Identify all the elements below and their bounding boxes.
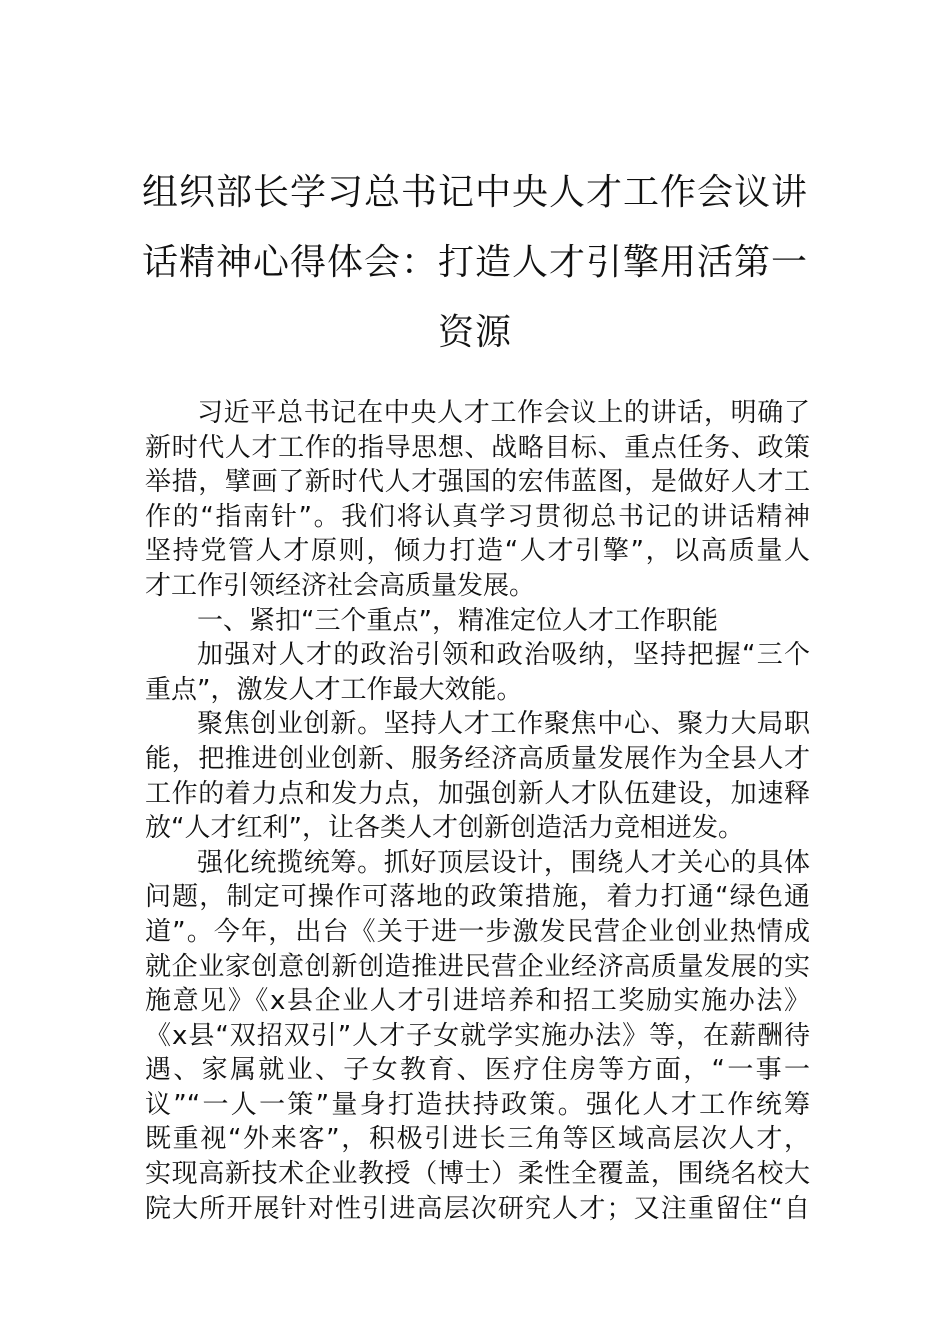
title-line: 资源 — [437, 312, 512, 353]
body-line: 放“人才红利”，让各类人才创新创造活力竞相迸发。 — [145, 813, 744, 844]
body-line: 加强对人才的政治引领和政治吸纳，坚持把握“三个 — [197, 640, 810, 671]
body-line: 问题，制定可操作可落地的政策措施，着力打通“绿色通 — [145, 882, 810, 913]
body-line: 新时代人才工作的指导思想、战略目标、重点任务、政策 — [145, 432, 810, 463]
section-heading: 一、紧扣“三个重点”，精准定位人才工作职能 — [197, 605, 718, 636]
body-line: 院大所开展针对性引进高层次研究人才；又注重留住“自 — [145, 1193, 810, 1224]
body-line: 议”“一人一策”量身打造扶持政策。强化人才工作统筹 — [145, 1089, 810, 1120]
body-line: 工作的着力点和发力点，加强创新人才队伍建设，加速释 — [145, 778, 810, 809]
body-line: 能，把推进创业创新、服务经济高质量发展作为全县人才 — [145, 743, 810, 774]
body-line: 道”。今年，出台《关于进一步激发民营企业创业热情成 — [145, 916, 810, 947]
body-line: 就企业家创意创新创造推进民营企业经济高质量发展的实 — [145, 951, 810, 982]
document-title — [140, 158, 810, 368]
document-body — [145, 396, 810, 1226]
body-line: 实现高新技术企业教授（博士）柔性全覆盖，围绕名校大 — [145, 1159, 810, 1190]
body-line: 重点”，激发人才工作最大效能。 — [145, 674, 523, 705]
body-line: 既重视“外来客”，积极引进长三角等区域高层次人才， — [145, 1124, 810, 1155]
body-line: 强化统揽统筹。抓好顶层设计，围绕人才关心的具体 — [197, 847, 810, 878]
body-line: 聚焦创业创新。坚持人才工作聚焦中心、聚力大局职 — [197, 709, 810, 740]
body-line: 习近平总书记在中央人才工作会议上的讲话，明确了 — [197, 398, 810, 428]
body-line: 遇、家属就业、子女教育、医疗住房等方面，“一事一 — [145, 1055, 810, 1086]
body-line: 坚持党管人才原则，倾力打造“人才引擎”，以高质量人 — [145, 536, 810, 567]
body-line: 举措，擘画了新时代人才强国的宏伟蓝图，是做好人才工 — [145, 467, 810, 498]
title-line: 话精神心得体会：打造人才引擎用活第一 — [141, 242, 808, 283]
body-line: 《x县“双招双引”人才子女就学实施办法》等，在薪酬待 — [145, 1020, 810, 1051]
body-line: 才工作引领经济社会高质量发展。 — [145, 570, 536, 601]
body-line: 施意见》《x县企业人才引进培养和招工奖励实施办法》 — [145, 986, 810, 1017]
title-line: 组织部长学习总书记中央人才工作会议讲 — [141, 172, 808, 213]
body-line: 作的“指南针”。我们将认真学习贯彻总书记的讲话精神 — [145, 501, 810, 532]
